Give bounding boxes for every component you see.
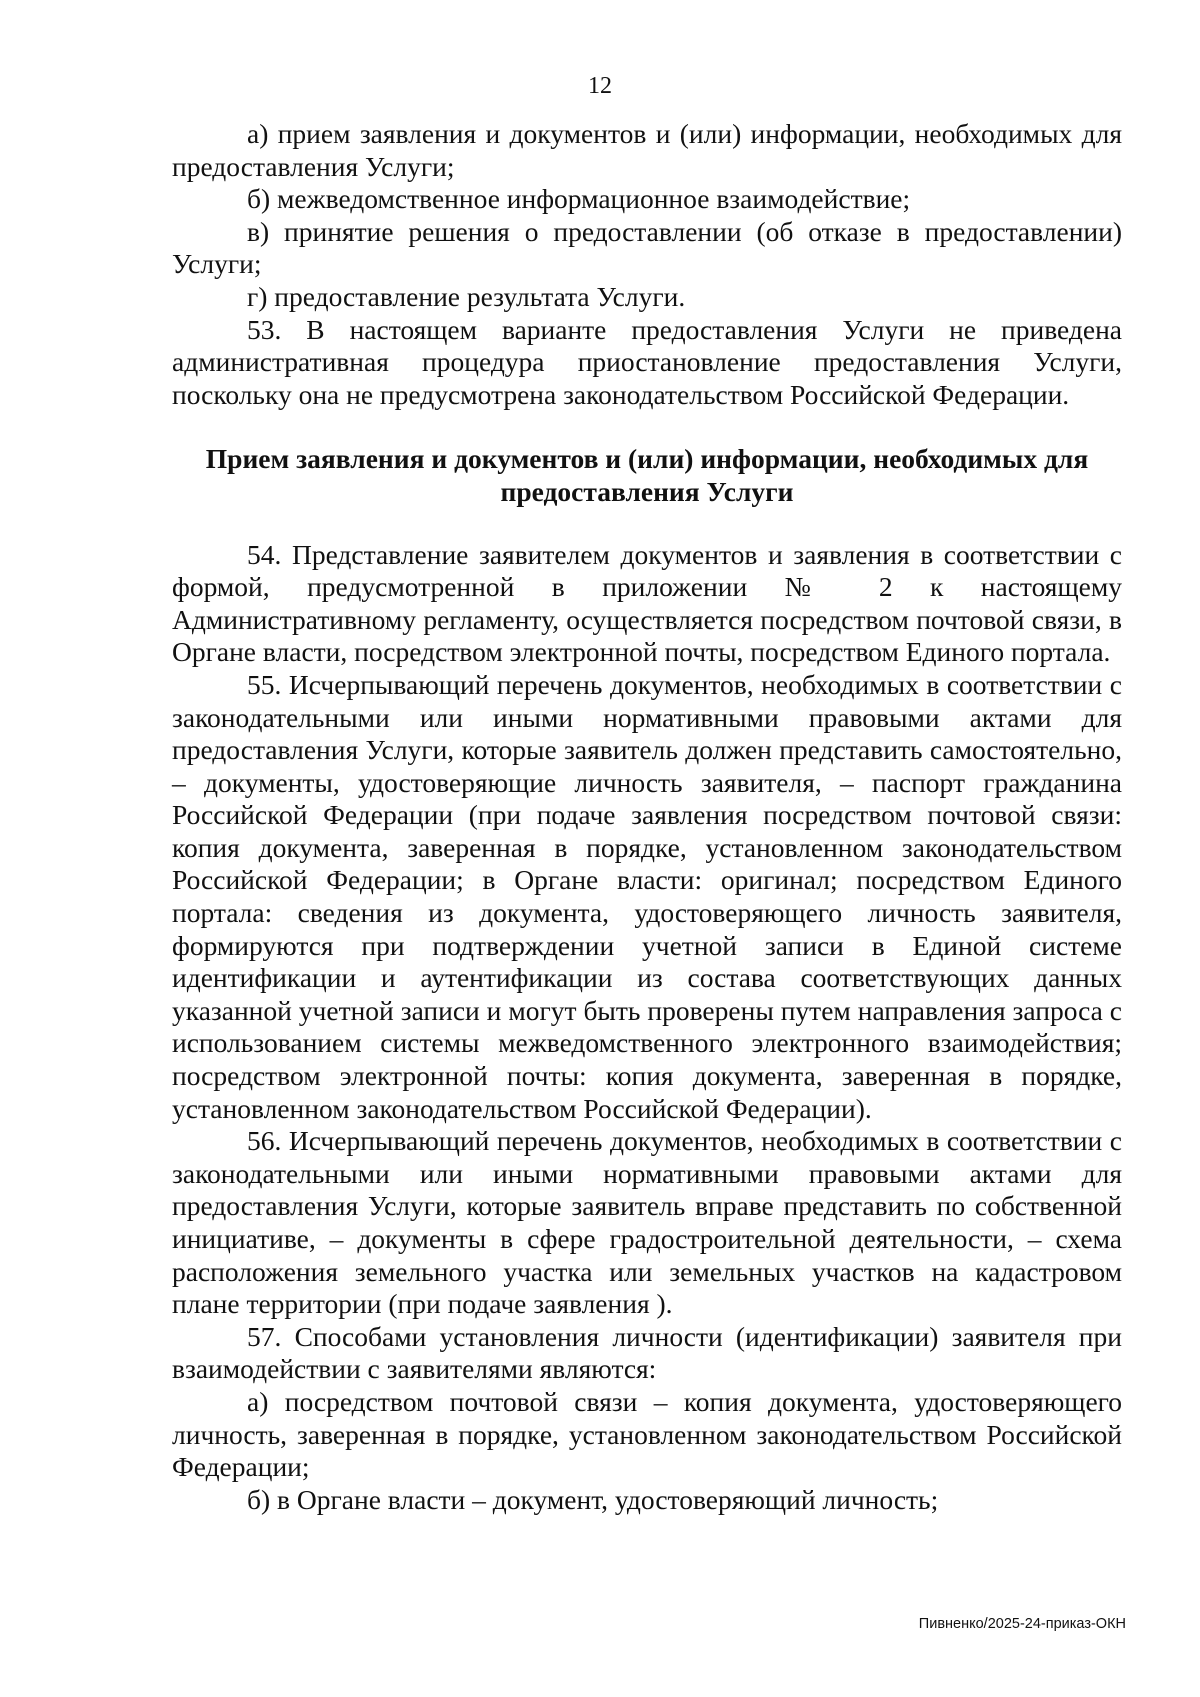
page-number: 12 xyxy=(588,73,612,99)
paragraph-57-item-b: б) в Органе власти – документ, удостоверяющий личность; xyxy=(247,1483,939,1515)
paragraph-56: 56. Исчерпывающий перечень документов, необходимых в соответствии с законодательными или иными нормативными правовыми актами для предоставления Услуги, которые заявитель вправе представить по собственной инициативе, – документы в сфере градостроительной деятельности, – схема расположения земельного участка или земельных участков на кадастровом плане территории (при подаче заявления ). xyxy=(172,1125,1122,1320)
paragraph-item-g: г) предоставление результата Услуги. xyxy=(247,280,686,312)
paragraph-53: 53. В настоящем варианте предоставления Услуги не приведена административная процедура приостановление предоставления Услуги, поскольку она не предусмотрена законодательством Российской Федерации. xyxy=(172,313,1122,410)
paragraph-item-v: в) принятие решения о предоставлении (об отказе в предоставлении) Услуги; xyxy=(172,215,1122,280)
section-heading-line-2: предоставления Услуги xyxy=(500,475,794,507)
document-footer-id: Пивненко/2025-24-приказ-ОКН xyxy=(918,1616,1126,1632)
paragraph-57: 57. Способами установления личности (идентификации) заявителя при взаимодействии с заявителями являются: xyxy=(172,1320,1122,1385)
section-heading xyxy=(172,443,1122,508)
section-heading-line-1: Прием заявления и документов и (или) информации, необходимых для xyxy=(205,443,1089,475)
paragraph-55: 55. Исчерпывающий перечень документов, необходимых в соответствии с законодательными или иными нормативными правовыми актами для предоставления Услуги, которые заявитель должен представить самостоятельно, – документы, удостоверяющие личность заявителя, – паспорт гражданина Российской Федерации (при подаче заявления посредством почтовой связи: копия документа, заверенная в порядке, установленном законодательством Российской Федерации; в Органе власти: оригинал; посредством Единого портала: сведения из документа, удостоверяющего личность заявителя, формируются при подтверждении учетной записи в Единой системе идентификации и аутентификации из состава соответствующих данных указанной учетной записи и могут быть проверены путем направления запроса с использованием системы межведомственного электронного взаимодействия; посредством электронной почты: копия документа, заверенная в порядке, установленном законодательством Российской Федерации). xyxy=(172,668,1122,1124)
paragraph-item-a: а) прием заявления и документов и (или) информации, необходимых для предоставления Услуги; xyxy=(172,118,1122,182)
document-body xyxy=(172,118,1122,1516)
paragraph-57-item-a: а) посредством почтовой связи – копия документа, удостоверяющего личность, заверенная в порядке, установленном законодательством Российской Федерации; xyxy=(172,1385,1122,1483)
paragraph-item-b: б) межведомственное информационное взаимодействие; xyxy=(247,183,911,215)
paragraph-54: 54. Представление заявителем документов и заявления в соответствии с формой, предусмотренной в приложении № 2 к настоящему Административному регламенту, осуществляется посредством почтовой связи, в Органе власти, посредством электронной почты, посредством Единого портала. xyxy=(172,538,1122,668)
